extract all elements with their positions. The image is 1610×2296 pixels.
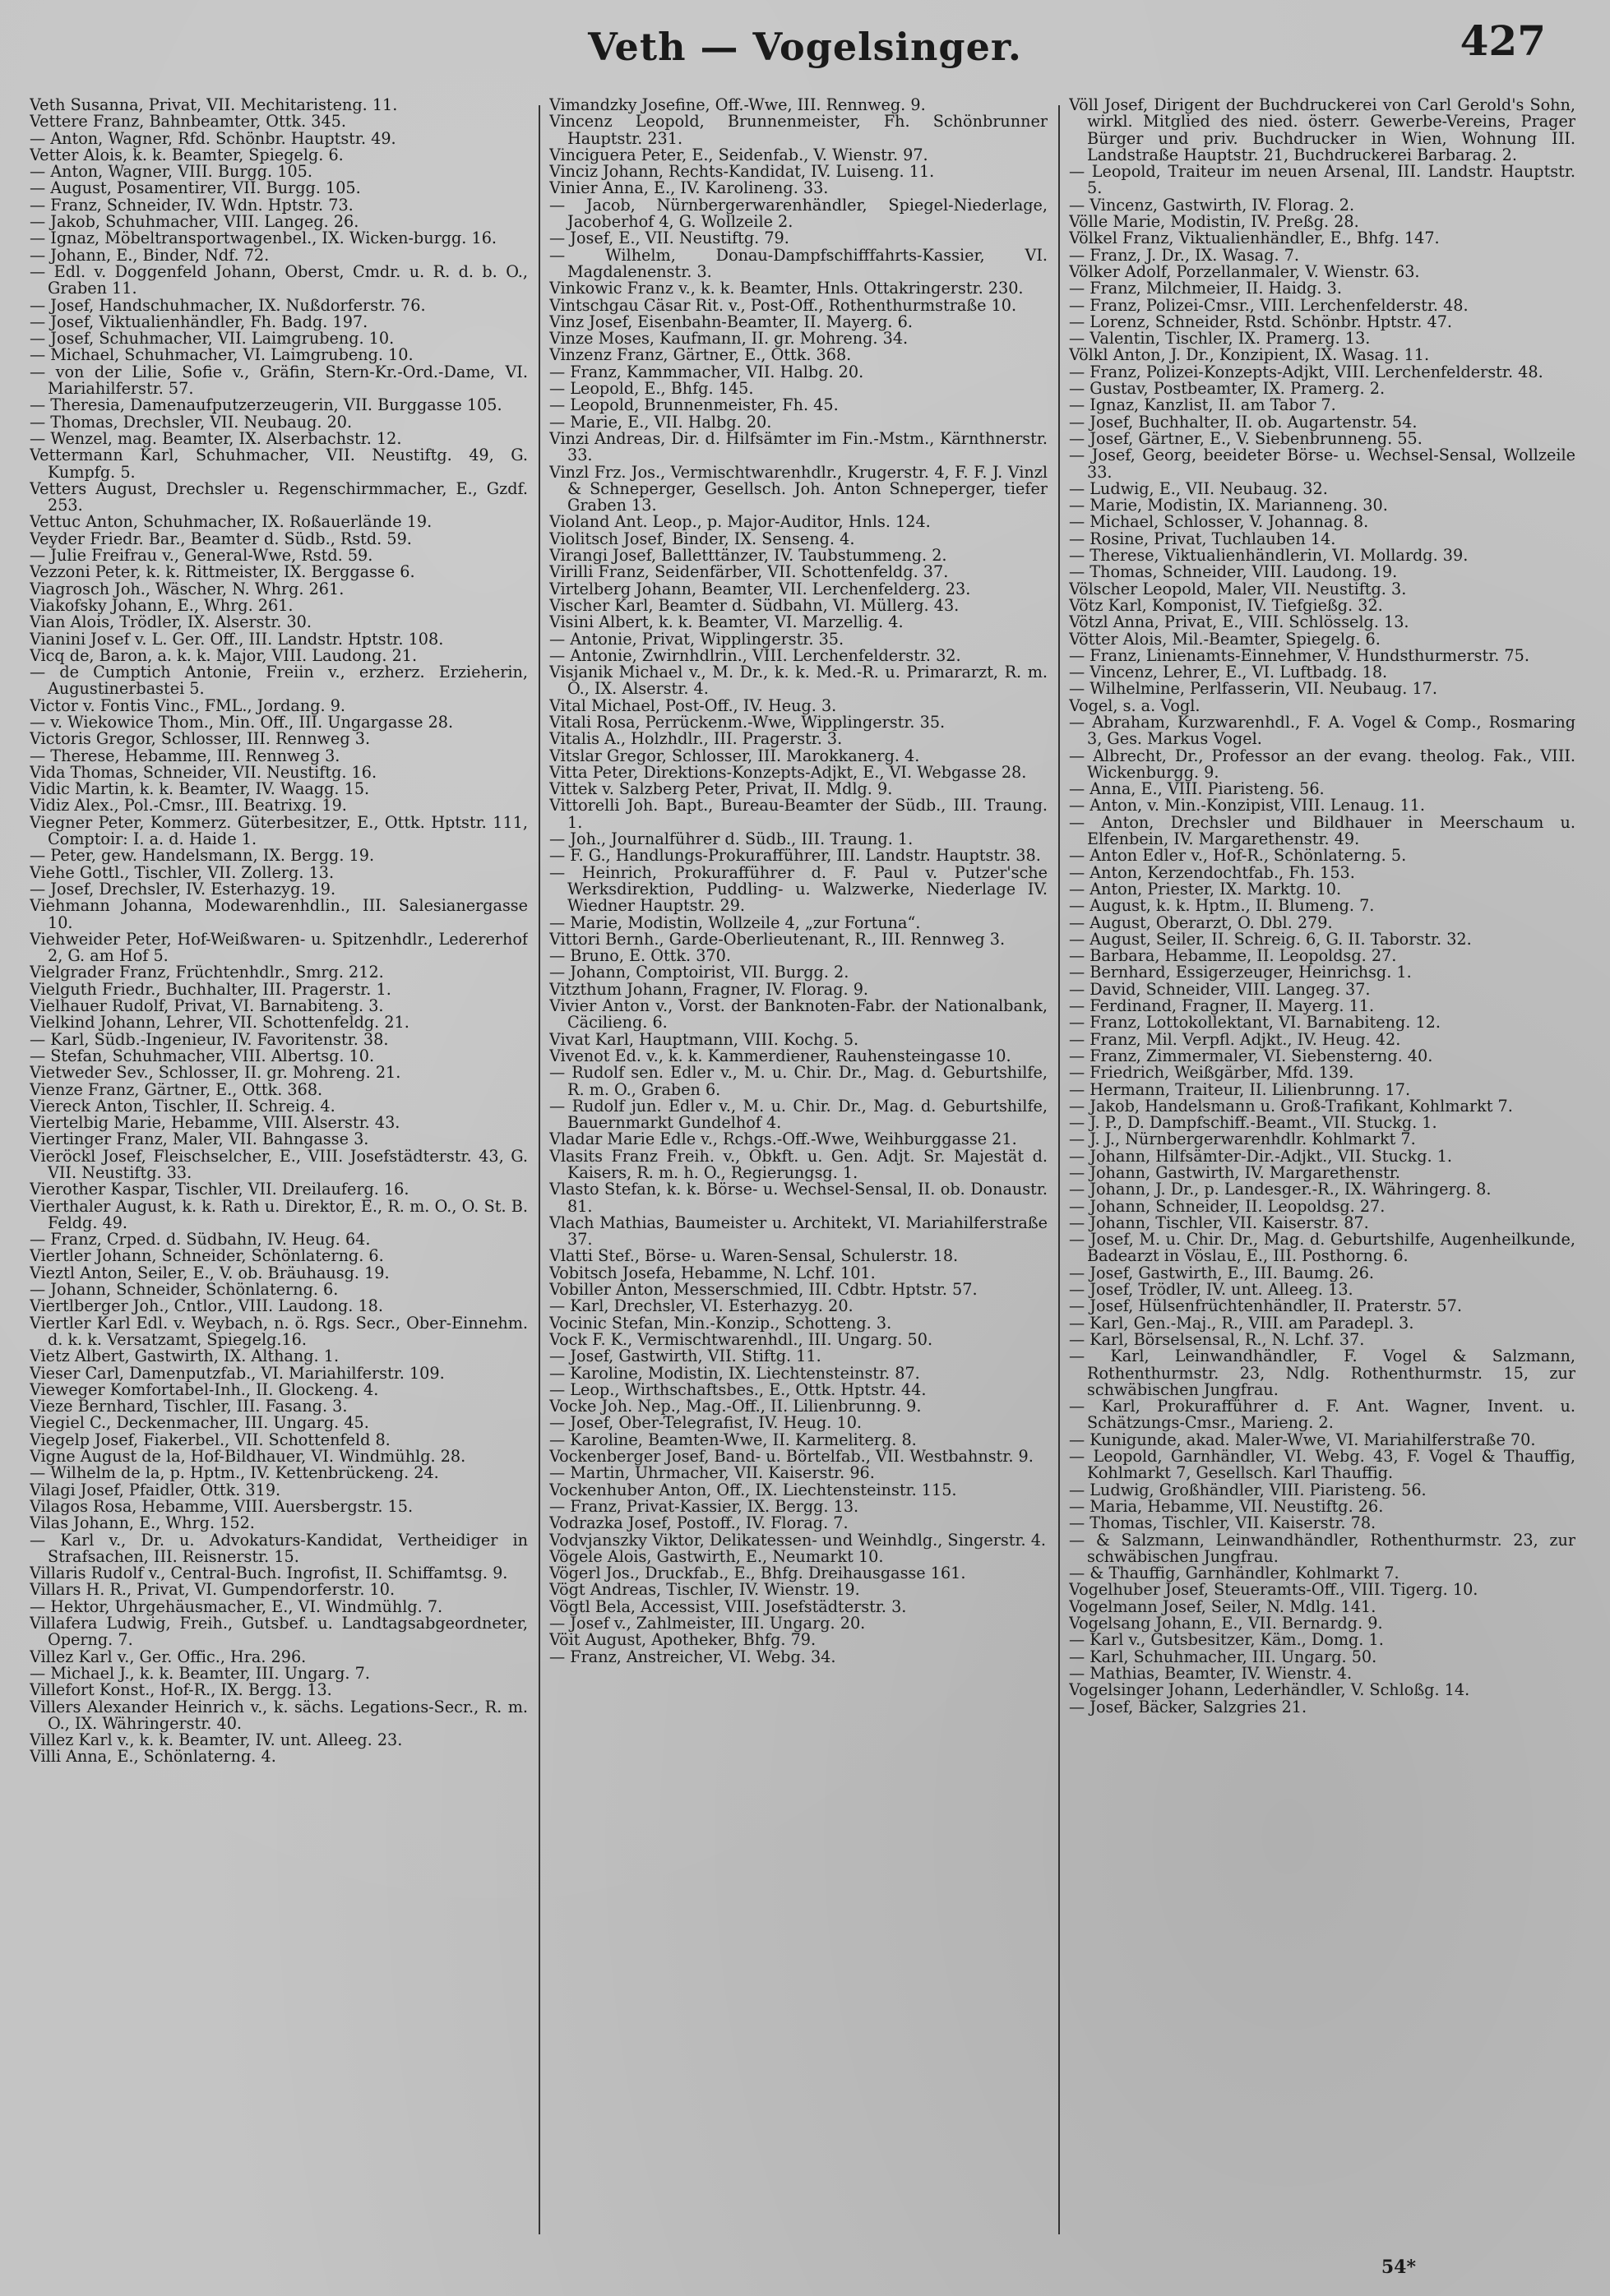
directory-entry: — Maria, Hebamme, VII. Neustiftg. 26. [1069,1496,1384,1516]
directory-entry: — Karl, Südb.-Ingenieur, IV. Favoritenstr. 38. [30,1029,389,1049]
directory-entry: Vierother Kaspar, Tischler, VII. Dreilauferg. 16. [30,1180,409,1199]
directory-entry: — Anton, Kerzendochtfab., Fh. 153. [1069,862,1355,882]
directory-entry: — Karl, Gen.-Maj., R., VIII. am Paradepl. 3. [1069,1313,1414,1333]
column-divider [539,105,540,2234]
directory-entry: — Edl. v. Doggenfeld Johann, Oberst, Cmdr. u. R. d. b. O., Graben 11. [30,261,528,298]
directory-entry: — & Salzmann, Leinwandhändler, Rothenthurmstr. 23, zur schwäbischen Jungfrau. [1069,1530,1575,1566]
directory-entry: — August, k. k. Hptm., II. Blumeng. 7. [1069,896,1375,916]
directory-entry: — Kunigunde, akad. Maler-Wwe, VI. Mariahilferstraße 70. [1069,1430,1536,1449]
directory-entry: — Josef, Handschuhmacher, IX. Nußdorferstr. 76. [30,295,426,315]
directory-entry: — Jakob, Schuhmacher, VIII. Langeg. 26. [30,212,359,232]
column-divider [1058,105,1060,2234]
directory-entry: — Thomas, Tischler, VII. Kaiserstr. 78. [1069,1513,1376,1533]
directory-entry: Vöit August, Apotheker, Bhfg. 79. [549,1630,817,1650]
directory-entry: Viakofsky Johann, E., Whrg. 261. [30,595,294,615]
directory-entry: — Marie, Modistin, Wollzeile 4, „zur Fortuna“. [549,912,921,932]
page-header [0,15,1610,81]
directory-entry: — Valentin, Tischler, IX. Pramerg. 13. [1069,329,1371,349]
directory-entry: — Antonie, Zwirnhdlrin., VIII. Lerchenfelderstr. 32. [549,645,961,665]
directory-entry: — August, Oberarzt, O. Dbl. 279. [1069,912,1333,932]
directory-entry: Viegner Peter, Kommerz. Güterbesitzer, E., Ottk. Hptstr. 111, Comptoir: I. a. d. Haide 1. [30,812,528,849]
directory-entry: — Ludwig, Großhändler, VIII. Piaristeng. 56. [1069,1480,1427,1499]
directory-entry: — Michael J., k. k. Beamter, III. Ungarg. 7. [30,1663,370,1683]
signature-mark: 54* [1381,2257,1416,2278]
directory-entry: Vögele Alois, Gastwirth, E., Neumarkt 10. [549,1546,884,1566]
directory-entry: Viegiel C., Deckenmacher, III. Ungarg. 45. [30,1413,369,1433]
directory-entry: — Josef, Bäcker, Salzgries 21. [1069,1697,1307,1716]
directory-entry: Völl Josef, Dirigent der Buchdruckerei von Carl Gerold's Sohn, wirkl. Mitglied des nied. österr. Gewerbe-Vereins, Prager Bürger und priv. Buchdrucker in Wien, Wohnung III. Landstraße Hauptstr. 21, Buchdruckerei Barbarag. 2. [1069,97,1575,164]
directory-entry: — Ferdinand, Fragner, II. Mayerg. 11. [1069,996,1375,1016]
directory-entry: — Karl, Leinwandhändler, F. Vogel & Salzmann, Rothenthurmstr. 23, Ndlg. Rothenthurmstr. 15, zur schwäbischen Jungfrau. [1069,1347,1575,1399]
directory-entry: — Josef, Georg, beeideter Börse- u. Wechsel-Sensal, Wollzeile 33. [1069,446,1575,482]
directory-entry: Vetter Alois, k. k. Beamter, Spiegelg. 6. [30,145,344,164]
directory-entry: — Franz, Milchmeier, II. Haidg. 3. [1069,279,1342,298]
directory-entry: Vietweder Sev., Schlosser, II. gr. Mohreng. 21. [30,1063,401,1083]
directory-entry: — Rudolf sen. Edler v., M. u. Chir. Dr., Mag. d. Geburtshilfe, R. m. O., Graben 6. [549,1063,1048,1099]
directory-entry: — Albrecht, Dr., Professor an der evang. theolog. Fak., VIII. Wickenburgg. 9. [1069,746,1575,782]
directory-entry: — J. J., Nürnbergerwarenhdlr. Kohlmarkt 7. [1069,1130,1416,1149]
directory-entry: Vogelsinger Johann, Lederhändler, V. Schloßg. 14. [1069,1680,1470,1700]
directory-entry: Vogel, s. a. Vogl. [1069,695,1201,715]
directory-entry: — Franz, Linienamts-Einnehmer, V. Hundsthurmerstr. 75. [1069,645,1529,665]
directory-entry: — Hermann, Traiteur, II. Lilienbrunng. 17. [1069,1079,1411,1099]
directory-entry: Vivat Karl, Hauptmann, VIII. Kochg. 5. [549,1029,859,1049]
directory-entry: Vocinic Stefan, Min.-Konzip., Schotteng. 3. [549,1313,892,1333]
directory-entry: Vogelmann Josef, Seiler, N. Mdlg. 141. [1069,1596,1376,1616]
directory-entry: — Josef, Gastwirth, E., III. Baumg. 26. [1069,1263,1374,1282]
directory-entry: — Martin, Uhrmacher, VII. Kaiserstr. 96. [549,1463,875,1483]
directory-entry: — Johann, Hilfsämter-Dir.-Adjkt., VII. Stuckg. 1. [1069,1146,1453,1166]
directory-entry: — Gustav, Postbeamter, IX. Pramerg. 2. [1069,379,1386,399]
directory-entry: Viehmann Johanna, Modewarenhdlin., III. Salesianergasse 10. [30,896,528,932]
directory-entry: Viegelp Josef, Fiakerbel., VII. Schottenfeld 8. [30,1430,391,1449]
directory-entry: Villaris Rudolf v., Central-Buch. Ingrofist, II. Schiffamtsg. 9. [30,1564,508,1583]
directory-entry: Vlasits Franz Freih. v., Obkft. u. Gen. Adjt. Sr. Majestät d. Kaisers, R. m. h. O., Regierungsg. 1. [549,1146,1048,1182]
directory-entry: Virtelberg Johann, Beamter, VII. Lerchenfelderg. 23. [549,579,971,598]
directory-entry: Vinciguera Peter, E., Seidenfab., V. Wienstr. 97. [549,145,928,164]
directory-entry: Viehe Gottl., Tischler, VII. Zollerg. 13. [30,862,335,882]
directory-entry: Vinz Josef, Eisenbahn-Beamter, II. Mayerg. 6. [549,312,913,331]
directory-entry: Vogelsang Johann, E., VII. Bernardg. 9. [1069,1614,1383,1633]
directory-entry: Vian Alois, Trödler, IX. Alserstr. 30. [30,612,312,632]
directory-entry: — Bruno, E. Ottk. 370. [549,946,731,966]
directory-entry: — Ludwig, E., VII. Neubaug. 32. [1069,478,1328,498]
directory-entry: Vienze Franz, Gärtner, E., Ottk. 368. [30,1079,323,1099]
directory-entry: Vidic Martin, k. k. Beamter, IV. Waagg. 15. [30,779,370,799]
directory-entry: Vettermann Karl, Schuhmacher, VII. Neustiftg. 49, G. Kumpfg. 5. [30,446,528,482]
directory-entry: Viertinger Franz, Maler, VII. Bahngasse 3. [30,1130,369,1149]
directory-entry: — Anna, E., VIII. Piaristeng. 56. [1069,779,1325,799]
directory-entry: — Michael, Schuhmacher, VI. Laimgrubeng. 10. [30,345,414,365]
directory-entry: — Joh., Journalführer d. Südb., III. Traung. 1. [549,829,914,849]
directory-entry: Vicq de, Baron, a. k. k. Major, VIII. Laudong. 21. [30,645,418,665]
directory-entry: — Josef, Trödler, IV. unt. Alleeg. 13. [1069,1280,1353,1300]
directory-entry: Villez Karl v., Ger. Offic., Hra. 296. [30,1647,307,1666]
directory-entry: Vinier Anna, E., IV. Karolineng. 33. [549,178,829,198]
directory-entry: — Barbara, Hebamme, II. Leopoldsg. 27. [1069,946,1397,966]
directory-entry: Vlasto Stefan, k. k. Börse- u. Wechsel-Sensal, II. ob. Donaustr. 81. [549,1180,1048,1216]
directory-entry: Vittorelli Joh. Bapt., Bureau-Beamter der Südb., III. Traung. 1. [549,796,1048,832]
directory-entry: Villars H. R., Privat, VI. Gumpendorferstr. 10. [30,1580,396,1600]
directory-entry: — Thomas, Drechsler, VII. Neubaug. 20. [30,412,353,432]
directory-entry: — Peter, gew. Handelsmann, IX. Bergg. 19. [30,846,375,866]
directory-entry: — v. Wiekowice Thom., Min. Off., III. Ungargasse 28. [30,712,454,732]
directory-entry: — Anton, Wagner, Rfd. Schönbr. Hauptstr. 49. [30,128,396,148]
directory-entry: — Wilhelm de la, p. Hptm., IV. Kettenbrückeng. 24. [30,1463,439,1483]
directory-entry: — Ignaz, Möbeltransportwagenbel., IX. Wicken-burgg. 16. [30,229,497,248]
directory-entry: — Anton Edler v., Hof-R., Schönlaterng. 5. [1069,846,1407,866]
directory-entry: Vielkind Johann, Lehrer, VII. Schottenfeldg. 21. [30,1013,409,1033]
directory-entry: — Leop., Wirthschaftsbes., E., Ottk. Hptstr. 44. [549,1379,927,1399]
directory-entry: — Franz, Kammmacher, VII. Halbg. 20. [549,362,864,381]
directory-entry: — Josef v., Zahlmeister, III. Ungarg. 20. [549,1614,866,1633]
directory-entry: Virangi Josef, Balletttänzer, IV. Taubstummeng. 2. [549,546,947,566]
directory-entry: Vinzl Frz. Jos., Vermischtwarenhdlr., Krugerstr. 4, F. F. J. Vinzl & Schneperger, Gesellsch. Joh. Anton Schneperger, tiefer Graben 13. [549,462,1048,515]
directory-entry: Vlach Mathias, Baumeister u. Architekt, VI. Mariahilferstraße 37. [549,1213,1048,1250]
directory-entry: — Josef, Gastwirth, VII. Stiftg. 11. [549,1347,821,1366]
directory-entry: — Michael, Schlosser, V. Johannag. 8. [1069,512,1369,532]
directory-entry: Vieztl Anton, Seiler, E., V. ob. Bräuhausg. 19. [30,1263,390,1282]
directory-entry: — Josef, M. u. Chir. Dr., Mag. d. Geburtshilfe, Augenheilkunde, Badearzt in Vöslau, E., III. Posthorng. 6. [1069,1230,1575,1266]
directory-entry: Vockenhuber Anton, Off., IX. Liechtensteinstr. 115. [549,1480,957,1499]
directory-entry: Vögerl Jos., Druckfab., E., Bhfg. Dreihausgasse 161. [549,1564,966,1583]
directory-entry: — Lorenz, Schneider, Rstd. Schönbr. Hptstr. 47. [1069,312,1453,331]
directory-entry: — Leopold, Brunnenmeister, Fh. 45. [549,395,839,415]
directory-entry: Vitslar Gregor, Schlosser, III. Marokkanerg. 4. [549,746,920,765]
directory-entry: Vock F. K., Vermischtwarenhdl., III. Ungarg. 50. [549,1329,933,1349]
directory-entry: — Franz, Polizei-Cmsr., VIII. Lerchenfelderstr. 48. [1069,295,1469,315]
directory-entry: Visjanik Michael v., M. Dr., k. k. Med.-R. u. Primararzt, R. m. O., IX. Alserstr. 4. [549,663,1048,699]
directory-entry: — Franz, Schneider, IV. Wdn. Hptstr. 73. [30,195,354,215]
directory-entry: — Therese, Viktualienhändlerin, VI. Mollardg. 39. [1069,546,1469,566]
directory-entry: — Julie Freifrau v., General-Wwe, Rstd. 59. [30,546,373,566]
directory-entry: — Johann, J. Dr., p. Landesger.-R., IX. Währingerg. 8. [1069,1180,1492,1199]
column-3 [1069,97,1575,2234]
directory-entry: Vietz Albert, Gastwirth, IX. Althang. 1. [30,1347,340,1366]
directory-entry: — Josef, Viktualienhändler, Fh. Badg. 197. [30,312,368,331]
directory-entry: Vieweger Komfortabel-Inh., II. Glockeng. 4. [30,1379,379,1399]
directory-entry: — Heinrich, Prokurafführer d. F. Paul v. Putzer'sche Werksdirektion, Puddling- u. Walzwerke, Niederlage IV. Wiedner Hauptstr. 29. [549,862,1048,916]
directory-entry: — Wenzel, mag. Beamter, IX. Alserbachstr. 12. [30,428,402,448]
directory-entry: Viertelbig Marie, Hebamme, VIII. Alserstr. 43. [30,1113,400,1133]
directory-entry: Vidiz Alex., Pol.-Cmsr., III. Beatrixg. 19. [30,796,347,815]
directory-entry: — J. P., D. Dampfschiff.-Beamt., VII. Stuckg. 1. [1069,1113,1437,1133]
directory-entry: Vieröckl Josef, Fleischselcher, E., VIII. Josefstädterstr. 43, G. VII. Neustiftg. 33. [30,1146,528,1182]
directory-entry: Villefort Konst., Hof-R., IX. Bergg. 13. [30,1680,332,1700]
directory-entry: Viagrosch Joh., Wäscher, N. Whrg. 261. [30,579,345,598]
directory-entry: Vitali Rosa, Perrückenm.-Wwe, Wipplingerstr. 35. [549,712,946,732]
directory-entry: Viertler Karl Edl. v. Weybach, n. ö. Rgs. Secr., Ober-Einnehm. d. k. k. Versatzamt, Spiegelg.16. [30,1313,528,1349]
directory-entry: — Bernhard, Essigerzeuger, Heinrichsg. 1. [1069,963,1412,982]
directory-entry: — Jacob, Nürnbergerwarenhändler, Spiegel-Niederlage, Jacoberhof 4, G. Wollzeile 2. [549,195,1048,232]
directory-entry: — Karoline, Beamten-Wwe, II. Karmeliterg. 8. [549,1430,917,1449]
directory-entry: — Ignaz, Kanzlist, II. am Tabor 7. [1069,395,1336,415]
directory-entry: — Josef, Schuhmacher, VII. Laimgrubeng. 10. [30,329,395,349]
directory-entry: Villi Anna, E., Schönlaterng. 4. [30,1747,276,1767]
directory-entry: Vielgrader Franz, Früchtenhdlr., Smrg. 212. [30,963,384,982]
directory-entry: — Franz, Lottokollektant, VI. Barnabiteng. 12. [1069,1013,1441,1033]
directory-entry: Vivier Anton v., Vorst. der Banknoten-Fabr. der Nationalbank, Cäcilieng. 6. [549,996,1048,1033]
directory-entry: — Stefan, Schuhmacher, VIII. Albertsg. 10. [30,1046,375,1065]
directory-entry: — Johann, Comptoirist, VII. Burgg. 2. [549,963,849,982]
directory-entry: Vinkowic Franz v., k. k. Beamter, Hnls. Ottakringerstr. 230. [549,279,1024,298]
directory-entry: — Franz, Anstreicher, VI. Webg. 34. [549,1647,836,1666]
directory-entry: Vigne August de la, Hof-Bildhauer, VI. Windmühlg. 28. [30,1447,466,1467]
directory-entry: — Marie, E., VII. Halbg. 20. [549,412,772,432]
directory-entry: — Karoline, Modistin, IX. Liechtensteinstr. 87. [549,1363,920,1383]
directory-entry: Völscher Leopold, Maler, VII. Neustiftg. 3. [1069,579,1407,598]
directory-entry: — Theresia, Damenaufputzerzeugerin, VII. Burggasse 105. [30,395,502,415]
directory-entry: Vezzoni Peter, k. k. Rittmeister, IX. Berggasse 6. [30,562,415,582]
directory-entry: — Franz, J. Dr., IX. Wasag. 7. [1069,245,1300,265]
directory-entry: — Vincenz, Gastwirth, IV. Florag. 2. [1069,195,1355,215]
directory-entry: Vintschgau Cäsar Rit. v., Post-Off., Rothenthurmstraße 10. [549,295,1017,315]
directory-entry: — Josef, Hülsenfrüchtenhändler, II. Praterstr. 57. [1069,1296,1462,1316]
directory-entry: Vitta Peter, Direktions-Konzepts-Adjkt, E., VI. Webgasse 28. [549,762,1027,782]
directory-entry: — Franz, Polizei-Konzepts-Adjkt, VIII. Lerchenfelderstr. 48. [1069,362,1543,381]
directory-entry: — Johann, Schneider, II. Leopoldsg. 27. [1069,1196,1386,1216]
directory-entry: Vittek v. Salzberg Peter, Privat, II. Mdlg. 9. [549,779,893,799]
directory-entry: Vianini Josef v. L. Ger. Off., III. Landstr. Hptstr. 108. [30,629,444,649]
directory-entry: Virilli Franz, Seidenfärber, VII. Schottenfeldg. 37. [549,562,949,582]
directory-entry: Völker Adolf, Porzellanmaler, V. Wienstr. 63. [1069,261,1420,281]
directory-entry: — Anton, Priester, IX. Marktg. 10. [1069,879,1342,899]
directory-entry: Völkl Anton, J. Dr., Konzipient, IX. Wasag. 11. [1069,345,1430,365]
directory-entry: Vitzthum Johann, Fragner, IV. Florag. 9. [549,979,869,999]
directory-entry: Vierthaler August, k. k. Rath u. Direktor, E., R. m. O., O. St. B. Feldg. 49. [30,1196,528,1232]
directory-entry: Vitalis A., Holzhdlr., III. Pragerstr. 3. [549,729,843,749]
column-1 [30,97,528,2234]
directory-entry: Völle Marie, Modistin, IV. Preßg. 28. [1069,212,1359,232]
directory-entry: Vötz Karl, Komponist, IV. Tiefgießg. 32. [1069,595,1383,615]
directory-entry: Vimandzky Josefine, Off.-Wwe, III. Rennweg. 9. [549,97,926,114]
directory-entry: Visini Albert, k. k. Beamter, VI. Marzellig. 4. [549,612,904,632]
directory-entry: Villers Alexander Heinrich v., k. sächs. Legations-Secr., R. m. O., IX. Währingerstr. 40. [30,1697,528,1733]
directory-entry: Veyder Friedr. Bar., Beamter d. Südb., Rstd. 59. [30,529,412,548]
directory-entry: Viertlberger Joh., Cntlor., VIII. Laudong. 18. [30,1296,383,1316]
directory-entry: Vladar Marie Edle v., Rchgs.-Off.-Wwe, Weihburggasse 21. [549,1130,1017,1149]
directory-entry: — Rudolf jun. Edler v., M. u. Chir. Dr., Mag. d. Geburtshilfe, Bauernmarkt Gundelhof 4. [549,1096,1048,1133]
directory-entry: Vötter Alois, Mil.-Beamter, Spiegelg. 6. [1069,629,1381,649]
directory-entry: — Wilhelm, Donau-Dampfschifffahrts-Kassier, VI. Magdalenenstr. 3. [549,245,1048,281]
directory-entry: — August, Posamentirer, VII. Burgg. 105. [30,178,361,198]
directory-entry: Völkel Franz, Viktualienhändler, E., Bhfg. 147. [1069,229,1440,248]
directory-entry: Vodrazka Josef, Postoff., IV. Florag. 7. [549,1513,849,1533]
directory-entry: — Abraham, Kurzwarenhdl., F. A. Vogel & Comp., Rosmaring 3, Ges. Markus Vogel. [1069,712,1575,749]
directory-entry: Vielhauer Rudolf, Privat, VI. Barnabiteng. 3. [30,996,384,1016]
directory-entry: Viereck Anton, Tischler, II. Schreig. 4. [30,1096,335,1116]
directory-entry: — Franz, Privat-Kassier, IX. Bergg. 13. [549,1496,859,1516]
directory-entry: — Therese, Hebamme, III. Rennweg 3. [30,746,340,765]
directory-entry: — von der Lilie, Sofie v., Gräfin, Stern-Kr.-Ord.-Dame, VI. Mariahilferstr. 57. [30,362,528,399]
directory-entry: — Josef, Buchhalter, II. ob. Augartenstr. 54. [1069,412,1418,432]
directory-entry: Veth Susanna, Privat, VII. Mechitaristeng. 11. [30,97,398,114]
directory-entry: Vögtl Bela, Accessist, VIII. Josefstädterstr. 3. [549,1596,907,1616]
directory-entry: Vogelhuber Josef, Steueramts-Off., VIII. Tigerg. 10. [1069,1580,1478,1600]
directory-entry: — Franz, Zimmermaler, VI. Siebensterng. 40. [1069,1046,1433,1065]
directory-entry: — Karl, Prokurafführer d. F. Ant. Wagner, Invent. u. Schätzungs-Cmsr., Marieng. 2. [1069,1397,1575,1433]
directory-entry: Vlatti Stef., Börse- u. Waren-Sensal, Schulerstr. 18. [549,1246,959,1266]
directory-entry: Vischer Karl, Beamter d. Südbahn, VI. Müllerg. 43. [549,595,960,615]
directory-entry: Vötzl Anna, Privat, E., VIII. Schlösselg. 13. [1069,612,1409,632]
directory-entry: Vögt Andreas, Tischler, IV. Wienstr. 19. [549,1580,860,1600]
directory-entry: Vobitsch Josefa, Hebamme, N. Lchf. 101. [549,1263,876,1282]
directory-entry: — Johann, Tischler, VII. Kaiserstr. 87. [1069,1213,1369,1232]
directory-entry: Vittori Bernh., Garde-Oberlieutenant, R., III. Rennweg 3. [549,929,1006,949]
directory-entry: Vobiller Anton, Messerschmied, III. Cdbtr. Hptstr. 57. [549,1280,978,1300]
directory-entry: Vincenz Leopold, Brunnenmeister, Fh. Schönbrunner Hauptstr. 231. [549,112,1048,148]
directory-entry: Vilagos Rosa, Hebamme, VIII. Auersbergstr. 15. [30,1496,414,1516]
directory-entry: Viertler Johann, Schneider, Schönlaterng. 6. [30,1246,384,1266]
directory-entry: — Anton, v. Min.-Konzipist, VIII. Lenaug. 11. [1069,796,1425,815]
directory-entry: — Wilhelmine, Perlfasserin, VII. Neubaug. 17. [1069,679,1437,699]
running-head: Veth — Vogelsinger. [588,25,1022,69]
directory-entry: — Johann, Schneider, Schönlaterng. 6. [30,1280,339,1300]
directory-entry: Vinzenz Franz, Gärtner, E., Ottk. 368. [549,345,852,365]
directory-entry: Vettere Franz, Bahnbeamter, Ottk. 345. [30,112,346,132]
directory-entry: — Karl v., Dr. u. Advokaturs-Kandidat, Vertheidiger in Strafsachen, III. Reisnerstr. 15. [30,1530,528,1566]
directory-entry: Viehweider Peter, Hof-Weißwaren- u. Spitzenhdlr., Ledererhof 2, G. am Hof 5. [30,929,528,966]
directory-entry: Villafera Ludwig, Freih., Gutsbef. u. Landtagsabgeordneter, Operng. 7. [30,1614,528,1650]
directory-entry: Vodvjanszky Viktor, Delikatessen- und Weinhdlg., Singerstr. 4. [549,1530,1047,1550]
directory-entry: — Karl, Börselsensal, R., N. Lchf. 37. [1069,1329,1365,1349]
directory-entry: — Leopold, E., Bhfg. 145. [549,379,754,399]
directory-entry: — Antonie, Privat, Wipplingerstr. 35. [549,629,844,649]
directory-entry: — Johann, E., Binder, Ndf. 72. [30,245,270,265]
directory-entry: Vettuc Anton, Schuhmacher, IX. Roßauerlände 19. [30,512,433,532]
directory-entry: — August, Seiler, II. Schreig. 6, G. II. Taborstr. 32. [1069,929,1472,949]
directory-entry: — Rosine, Privat, Tuchlauben 14. [1069,529,1336,548]
directory-entry: — Josef, E., VII. Neustiftg. 79. [549,229,789,248]
directory-entry: — Thomas, Schneider, VIII. Laudong. 19. [1069,562,1398,582]
directory-entry: — Friedrich, Weißgärber, Mfd. 139. [1069,1063,1354,1083]
column-2 [549,97,1048,2234]
directory-entry: — Josef, Ober-Telegrafist, IV. Heug. 10. [549,1413,863,1433]
directory-entry: Violitsch Josef, Binder, IX. Senseng. 4. [549,529,855,548]
directory-entry: Vieze Bernhard, Tischler, III. Fasang. 3. [30,1397,348,1416]
directory-entry: Violand Ant. Leop., p. Major-Auditor, Hnls. 124. [549,512,931,532]
directory-entry: Vivenot Ed. v., k. k. Kammerdiener, Rauhensteingasse 10. [549,1046,1011,1065]
directory-entry: — de Cumptich Antonie, Freiin v., erzherz. Erzieherin, Augustinerbastei 5. [30,663,528,699]
directory-entry: — & Thauffig, Garnhändler, Kohlmarkt 7. [1069,1564,1399,1583]
directory-columns [30,97,1575,2234]
directory-entry: Vilagi Josef, Pfaidler, Ottk. 319. [30,1480,281,1499]
directory-entry: — Josef, Drechsler, IV. Esterhazyg. 19. [30,879,336,899]
directory-entry: — Karl, Drechsler, VI. Esterhazyg. 20. [549,1296,854,1316]
directory-entry: Vida Thomas, Schneider, VII. Neustiftg. 16. [30,762,377,782]
directory-entry: — Vincenz, Lehrer, E., VI. Luftbadg. 18. [1069,663,1388,682]
directory-entry: — Marie, Modistin, IX. Marianneng. 30. [1069,496,1388,515]
directory-entry: — Anton, Wagner, VIII. Burgg. 105. [30,162,312,182]
page-number: 427 [1460,16,1546,65]
directory-entry: — David, Schneider, VIII. Langeg. 37. [1069,979,1371,999]
directory-entry: Vinzi Andreas, Dir. d. Hilfsämter im Fin.-Mstm., Kärnthnerstr. 33. [549,428,1048,465]
directory-entry: — Franz, Mil. Verpfl. Adjkt., IV. Heug. 42. [1069,1029,1401,1049]
directory-entry: Vinciz Johann, Rechts-Kandidat, IV. Luiseng. 11. [549,162,935,182]
directory-entry: Vocke Joh. Nep., Mag.-Off., II. Lilienbrunng. 9. [549,1397,922,1416]
directory-entry: Vinze Moses, Kaufmann, II. gr. Mohreng. 34. [549,329,909,349]
directory-entry: Vital Michael, Post-Off., IV. Heug. 3. [549,695,837,715]
directory-entry: Vielguth Friedr., Buchhalter, III. Pragerstr. 1. [30,979,391,999]
directory-entry: — Josef, Gärtner, E., V. Siebenbrunneng. 55. [1069,428,1423,448]
directory-entry: — Hektor, Uhrgehäusmacher, E., VI. Windmühlg. 7. [30,1596,443,1616]
directory-entry: — Anton, Drechsler und Bildhauer in Meerschaum u. Elfenbein, IV. Margarethenstr. 49. [1069,812,1575,849]
directory-entry: — Karl, Schuhmacher, III. Ungarg. 50. [1069,1647,1377,1666]
directory-entry: — Jakob, Handelsmann u. Groß-Trafikant, Kohlmarkt 7. [1069,1096,1513,1116]
directory-entry: — Karl v., Gutsbesitzer, Käm., Domg. 1. [1069,1630,1384,1650]
directory-entry: Vetters August, Drechsler u. Regenschirmmacher, E., Gzdf. 253. [30,478,528,515]
directory-entry: — Franz, Crped. d. Südbahn, IV. Heug. 64. [30,1230,371,1250]
directory-entry: — Leopold, Garnhändler, VI. Webg. 43, F. Vogel & Thauffig, Kohlmarkt 7, Gesellsch. Karl Thauffig. [1069,1447,1575,1483]
directory-entry: Vockenberger Josef, Band- u. Börtelfab., VII. Westbahnstr. 9. [549,1447,1034,1467]
directory-entry: — Leopold, Traiteur im neuen Arsenal, III. Landstr. Hauptstr. 5. [1069,162,1575,198]
directory-entry: — F. G., Handlungs-Prokurafführer, III. Landstr. Hauptstr. 38. [549,846,1041,866]
directory-entry: Victor v. Fontis Vinc., FML., Jordang. 9. [30,695,346,715]
directory-entry: Vilas Johann, E., Whrg. 152. [30,1513,255,1533]
directory-entry: — Mathias, Beamter, IV. Wienstr. 4. [1069,1663,1353,1683]
directory-entry: Victoris Gregor, Schlosser, III. Rennweg 3. [30,729,371,749]
directory-entry: Villez Karl v., k. k. Beamter, IV. unt. Alleeg. 23. [30,1730,403,1750]
directory-entry: Vieser Carl, Damenputzfab., VI. Mariahilferstr. 109. [30,1363,445,1383]
directory-entry: — Johann, Gastwirth, IV. Margarethenstr. [1069,1163,1400,1182]
